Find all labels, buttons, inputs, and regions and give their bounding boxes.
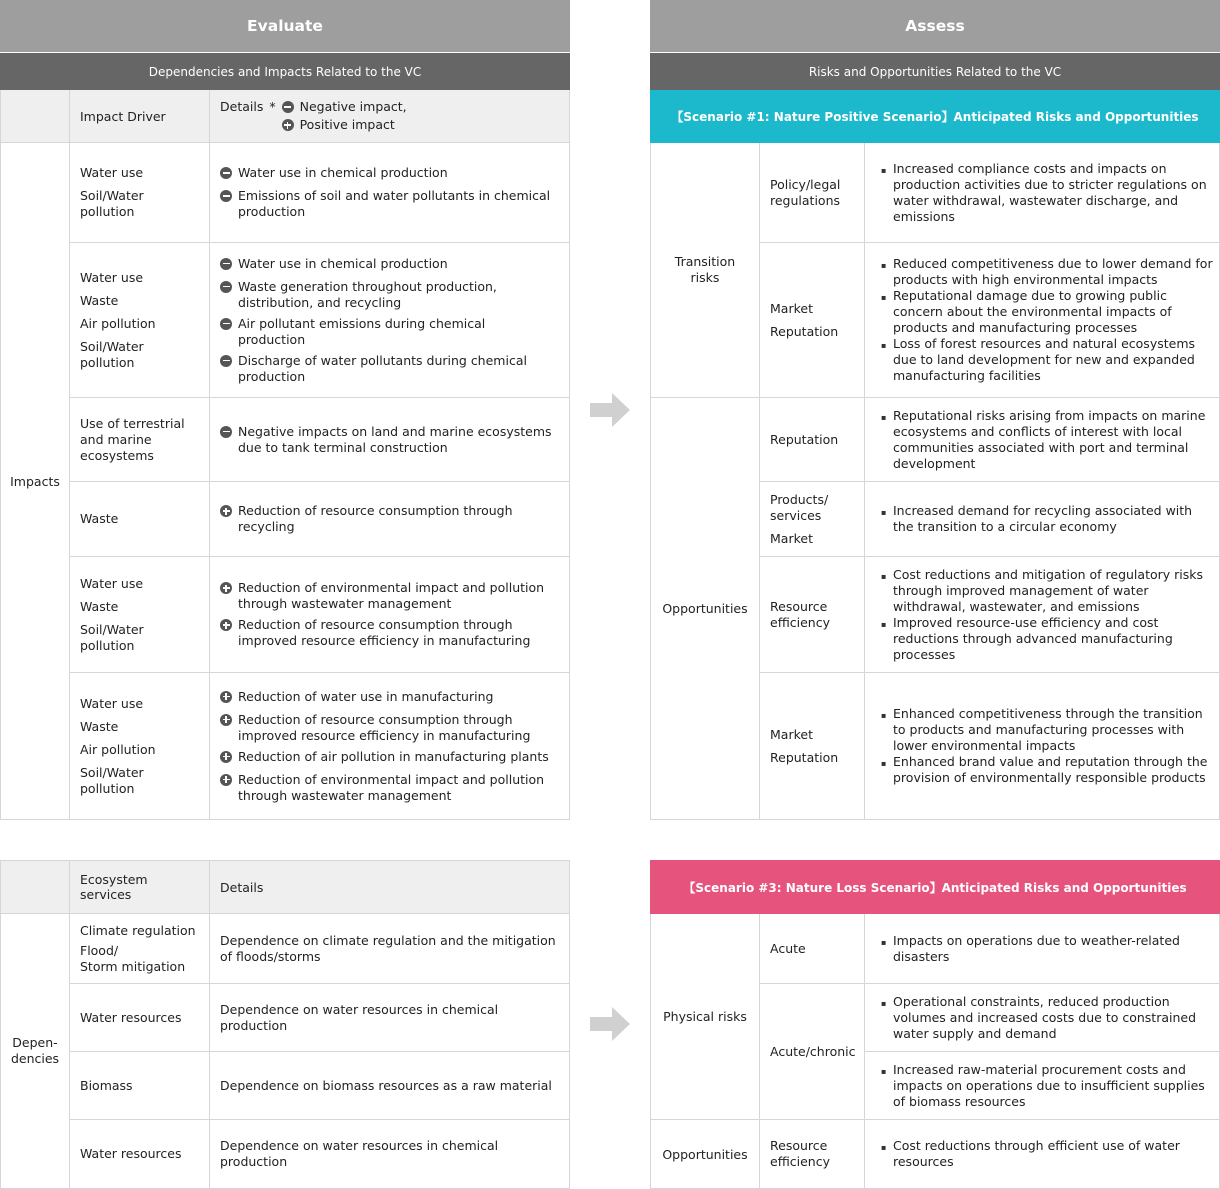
minus-circle-icon xyxy=(282,101,294,113)
plus-circle-icon xyxy=(220,774,232,786)
impact-details-list xyxy=(220,256,559,385)
minus-circle-icon xyxy=(220,426,232,438)
risk-category: Market xyxy=(770,726,813,742)
risk-bullet-list xyxy=(881,1062,1219,1110)
risk-bullet-text: Enhanced brand value and reputation through the provision of environmentally responsible products xyxy=(893,754,1208,785)
risk-bullets-cell xyxy=(865,914,1220,984)
details-header-label: Details xyxy=(220,99,264,114)
ecosystem-service-list xyxy=(80,1146,182,1162)
impact-detail-text: Reduction of resource consumption through recycling xyxy=(238,503,513,534)
risk-bullet-text: Reputational damage due to growing public concern about the environmental impacts of products and manufacturing processes xyxy=(893,288,1172,335)
ecosystem-service-list xyxy=(80,1078,133,1094)
impacts-corner-cell xyxy=(0,90,70,143)
risk-bullet-item xyxy=(881,567,1213,615)
impact-driver: Soil/Water pollution xyxy=(80,338,144,370)
minus-circle-icon xyxy=(220,190,232,202)
risk-bullet-item xyxy=(881,503,1213,535)
impact-driver: Air pollution xyxy=(80,741,156,757)
impact-detail-text: Reduction of air pollution in manufacturing plants xyxy=(238,748,549,764)
dependency-detail-text: Dependence on climate regulation and the mitigation of floods/storms xyxy=(220,932,556,964)
risk-category-list xyxy=(770,599,854,631)
risk-bullet-list xyxy=(881,706,1219,786)
risk-bullet-list xyxy=(881,408,1219,472)
impact-details-list xyxy=(220,580,559,649)
ecosystem-service: Biomass xyxy=(80,1077,133,1093)
impact-driver: Soil/Water pollution xyxy=(80,621,144,653)
minus-circle-icon xyxy=(220,318,232,330)
impact-driver-cell xyxy=(70,398,210,482)
risk-bullet-text: Improved resource-use efficiency and cost reductions through advanced manufacturing processes xyxy=(893,614,1173,662)
impact-driver: Use of terrestrial and marine ecosystems xyxy=(80,415,185,463)
impact-detail-text: Reduction of water use in manufacturing xyxy=(238,688,494,704)
plus-circle-icon-wrap xyxy=(220,580,238,598)
arrow-right-icon xyxy=(590,1007,630,1041)
impact-details-list xyxy=(220,424,559,456)
risk-category-list xyxy=(770,1138,854,1170)
evaluate-header: Evaluate xyxy=(0,0,570,52)
legend-asterisk: * xyxy=(269,99,276,114)
dependency-detail-text: Dependence on biomass resources as a raw material xyxy=(220,1077,552,1093)
plus-circle-icon xyxy=(220,582,232,594)
impact-driver: Air pollution xyxy=(80,315,156,331)
risk-bullet-text: Reduced competitiveness due to lower demand for products with high environmental impacts xyxy=(893,256,1213,287)
risk-category: Reputation xyxy=(770,749,839,765)
impact-driver-cell xyxy=(70,243,210,398)
impact-details-list xyxy=(220,165,559,220)
risk-bullets-cell xyxy=(865,557,1220,673)
impact-details-list xyxy=(220,689,559,804)
impact-detail-item xyxy=(220,772,553,804)
impact-driver-list xyxy=(80,165,199,220)
ecosystem-service: Flood/ Storm mitigation xyxy=(80,942,186,974)
impact-details-cell xyxy=(210,673,570,820)
dependency-details-header: Details xyxy=(210,860,570,914)
impact-detail-item xyxy=(220,165,553,183)
risk-bullets-cell xyxy=(865,673,1220,820)
acute-chronic-category: Acute/chronic xyxy=(760,984,865,1120)
impact-driver-list xyxy=(80,270,199,371)
impact-driver: Water use xyxy=(80,575,144,591)
dependencies-row-label: Depen- dencies xyxy=(0,914,70,1189)
risk-bullet-list xyxy=(881,256,1219,384)
minus-circle-icon xyxy=(220,258,232,270)
risk-category-list xyxy=(770,301,838,340)
impact-driver: Water use xyxy=(80,695,144,711)
impact-details-cell xyxy=(210,143,570,243)
risk-bullet-list xyxy=(881,994,1219,1042)
risk-bullet-text: Increased compliance costs and impacts on production activities due to stricter regulations on water withdrawal, wastewater discharge, and emissions xyxy=(893,160,1207,224)
risk-bullets-cell xyxy=(865,243,1220,398)
minus-circle-icon xyxy=(220,167,232,179)
scenario3-opportunities-label: Opportunities xyxy=(650,1120,760,1189)
plus-circle-icon-wrap xyxy=(220,712,238,730)
risk-category-cell xyxy=(760,143,865,243)
ecosystem-service-cell xyxy=(70,984,210,1052)
ecosystem-service-cell xyxy=(70,914,210,984)
impact-detail-item xyxy=(220,256,553,274)
risk-bullets-cell xyxy=(865,482,1220,557)
impact-detail-item xyxy=(220,316,553,348)
minus-circle-icon-wrap xyxy=(220,279,238,297)
assess-subheader: Risks and Opportunities Related to the VC xyxy=(650,53,1220,90)
bullet-square-icon xyxy=(881,408,893,426)
risk-bullets-cell xyxy=(865,984,1220,1052)
bullet-square-icon xyxy=(881,754,893,772)
minus-circle-icon-wrap xyxy=(220,256,238,274)
impact-detail-text: Emissions of soil and water pollutants in chemical production xyxy=(238,188,551,219)
impact-detail-item xyxy=(220,353,553,385)
plus-circle-icon xyxy=(220,751,232,763)
dependencies-corner-cell xyxy=(0,860,70,914)
impact-detail-item xyxy=(220,689,553,707)
risk-category: Resource efficiency xyxy=(770,598,831,630)
risk-bullet-text: Impacts on operations due to weather-related disasters xyxy=(893,932,1180,964)
risk-bullet-text: Increased demand for recycling associated with the transition to a circular economy xyxy=(893,503,1193,534)
risk-category-cell xyxy=(760,482,865,557)
bullet-square-icon xyxy=(881,567,893,585)
impact-details-cell xyxy=(210,243,570,398)
plus-circle-icon xyxy=(220,505,232,517)
plus-circle-icon xyxy=(220,619,232,631)
ecosystem-services-header: Ecosystem services xyxy=(70,860,210,914)
bullet-square-icon xyxy=(881,256,893,274)
bullet-square-icon xyxy=(881,288,893,306)
risk-bullet-list xyxy=(881,1138,1219,1170)
impact-details-cell xyxy=(210,557,570,673)
risk-category-cell xyxy=(760,557,865,673)
risk-bullets-cell xyxy=(865,143,1220,243)
dependency-detail-cell xyxy=(210,1120,570,1189)
risk-category: Products/ services xyxy=(770,491,829,523)
impact-details-cell xyxy=(210,398,570,482)
ecosystem-service-cell xyxy=(70,1120,210,1189)
minus-circle-icon xyxy=(220,281,232,293)
ecosystem-service: Water resources xyxy=(80,1146,182,1161)
risk-category-list xyxy=(770,492,854,547)
impact-driver: Waste xyxy=(80,598,119,614)
ecosystem-service: Climate regulation xyxy=(80,922,196,938)
risk-bullet-item xyxy=(881,256,1213,288)
ecosystem-service-list xyxy=(80,1010,182,1026)
dependency-detail-cell xyxy=(210,984,570,1052)
physical-risks-label: Physical risks xyxy=(650,914,760,1120)
risk-category: Reputation xyxy=(770,323,839,339)
ecosystem-service-cell xyxy=(70,1052,210,1120)
assess-header: Assess xyxy=(650,0,1220,52)
impact-detail-text: Water use in chemical production xyxy=(238,255,448,271)
risk-category-cell xyxy=(760,243,865,398)
risk-bullet-item xyxy=(881,1138,1213,1170)
bullet-square-icon xyxy=(881,161,893,179)
impact-detail-text: Reduction of environmental impact and pollution through wastewater management xyxy=(238,771,545,803)
risk-bullet-list xyxy=(881,503,1219,535)
plus-circle-icon xyxy=(282,119,294,131)
bullet-square-icon xyxy=(881,933,893,951)
impact-detail-text: Reduction of resource consumption through improved resource efficiency in manufacturing xyxy=(238,617,531,648)
dependency-detail-text: Dependence on water resources in chemical production xyxy=(220,1138,499,1169)
risk-category-cell xyxy=(760,673,865,820)
impact-detail-item xyxy=(220,749,553,767)
risk-category-list xyxy=(770,432,838,448)
impact-detail-text: Waste generation throughout production, distribution, and recycling xyxy=(238,278,497,310)
scenario1-header: 【Scenario #1: Nature Positive Scenario】Anticipated Risks and Opportunities xyxy=(650,90,1220,143)
impact-driver: Soil/Water pollution xyxy=(80,764,144,796)
risk-bullet-list xyxy=(881,161,1219,225)
risk-bullet-item xyxy=(881,161,1213,225)
ecosystem-service-list xyxy=(80,923,196,975)
impact-detail-text: Air pollutant emissions during chemical production xyxy=(238,315,486,347)
impact-detail-text: Water use in chemical production xyxy=(238,165,448,180)
risk-bullet-item xyxy=(881,933,1213,965)
risk-bullet-list xyxy=(881,933,1219,965)
impact-details-cell xyxy=(210,482,570,557)
impact-detail-text: Negative impacts on land and marine ecosystems due to tank terminal construction xyxy=(238,423,552,455)
bullet-square-icon xyxy=(881,503,893,521)
risk-bullet-text: Loss of forest resources and natural ecosystems due to land development for new and expanded manufacturing facilities xyxy=(893,336,1196,383)
impact-driver-list xyxy=(80,416,199,464)
impact-driver: Soil/Water pollution xyxy=(80,188,144,219)
risk-category: Acute xyxy=(770,940,806,956)
risk-category-list xyxy=(770,941,806,957)
impact-driver-cell xyxy=(70,557,210,673)
minus-circle-icon-wrap xyxy=(220,188,238,206)
impact-driver: Waste xyxy=(80,292,119,308)
impact-detail-text: Discharge of water pollutants during chemical production xyxy=(238,352,527,384)
risk-category: Resource efficiency xyxy=(770,1138,831,1169)
impact-detail-text: Reduction of resource consumption through improved resource efficiency in manufacturing xyxy=(238,711,531,743)
plus-circle-icon-wrap xyxy=(220,749,238,767)
risk-category: Market xyxy=(770,300,813,316)
bullet-square-icon xyxy=(881,994,893,1012)
risk-category-list xyxy=(770,177,854,209)
dependency-detail-text: Dependence on water resources in chemical production xyxy=(220,1001,499,1033)
plus-circle-icon-wrap xyxy=(220,689,238,707)
impact-detail-item xyxy=(220,424,553,456)
risk-bullet-item xyxy=(881,288,1213,336)
impact-detail-item xyxy=(220,279,553,311)
dependency-detail-cell xyxy=(210,914,570,984)
risk-bullet-list xyxy=(881,567,1219,663)
minus-circle-icon-wrap xyxy=(220,424,238,442)
impact-driver-cell xyxy=(70,482,210,557)
impact-driver: Waste xyxy=(80,511,119,526)
plus-circle-icon xyxy=(220,714,232,726)
minus-circle-icon xyxy=(220,355,232,367)
risk-bullet-text: Cost reductions through efficient use of water resources xyxy=(893,1138,1180,1169)
impact-details-list xyxy=(220,503,559,535)
risk-category: Policy/legal regulations xyxy=(770,176,841,208)
impact-driver-list xyxy=(80,511,118,527)
impact-detail-item xyxy=(220,188,553,220)
risk-bullets-cell xyxy=(865,1120,1220,1189)
minus-circle-icon-wrap xyxy=(220,316,238,334)
risk-bullet-text: Increased raw-material procurement costs and impacts on operations due to insufficient supplies of biomass resources xyxy=(893,1061,1205,1109)
scenario3-header: 【Scenario #3: Nature Loss Scenario】Anticipated Risks and Opportunities xyxy=(650,860,1220,914)
plus-circle-icon-wrap xyxy=(220,772,238,790)
risk-bullet-item xyxy=(881,706,1213,754)
impact-legend: Negative impact, Positive impact xyxy=(282,98,407,134)
impact-driver: Water use xyxy=(80,165,144,180)
risk-bullets-cell xyxy=(865,398,1220,482)
impact-detail-item xyxy=(220,580,553,612)
risk-bullet-item xyxy=(881,408,1213,472)
bullet-square-icon xyxy=(881,336,893,354)
ecosystem-service: Water resources xyxy=(80,1009,182,1025)
impact-driver-cell xyxy=(70,673,210,820)
bullet-square-icon xyxy=(881,706,893,724)
plus-circle-icon-wrap xyxy=(220,617,238,635)
dependency-detail-cell xyxy=(210,1052,570,1120)
risk-bullet-item xyxy=(881,615,1213,663)
impact-driver-list xyxy=(80,576,199,654)
transition-risks-label: Transition risks xyxy=(650,143,760,398)
risk-bullet-text: Cost reductions and mitigation of regulatory risks through improved management of water withdrawal, wastewater, and emissions xyxy=(893,566,1204,614)
risk-bullet-item xyxy=(881,1062,1213,1110)
details-header xyxy=(210,90,570,143)
plus-circle-icon-wrap xyxy=(220,503,238,521)
risk-bullet-item xyxy=(881,994,1213,1042)
impact-detail-item xyxy=(220,712,553,744)
risk-category-cell xyxy=(760,1120,865,1189)
impact-driver-header: Impact Driver xyxy=(70,90,210,143)
impact-detail-text: Reduction of environmental impact and pollution through wastewater management xyxy=(238,580,545,611)
risk-bullet-text: Reputational risks arising from impacts on marine ecosystems and conflicts of interest with local communities associated with port and terminal development xyxy=(893,407,1206,471)
impacts-row-label: Impacts xyxy=(0,143,70,820)
bullet-square-icon xyxy=(881,615,893,633)
risk-bullet-text: Enhanced competitiveness through the transition to products and manufacturing processes with lower environmental impacts xyxy=(893,706,1203,753)
impact-driver-cell xyxy=(70,143,210,243)
risk-bullets-cell xyxy=(865,1052,1220,1120)
risk-category-cell xyxy=(760,914,865,984)
risk-bullet-item xyxy=(881,754,1213,786)
impact-driver-list xyxy=(80,696,199,797)
risk-category-cell xyxy=(760,398,865,482)
plus-circle-icon xyxy=(220,691,232,703)
risk-category-list xyxy=(770,727,838,766)
risk-category: Market xyxy=(770,530,813,546)
evaluate-subheader: Dependencies and Impacts Related to the VC xyxy=(0,53,570,90)
risk-bullet-text: Operational constraints, reduced production volumes and increased costs due to constrained water supply and demand xyxy=(893,993,1197,1041)
bullet-square-icon xyxy=(881,1062,893,1080)
impact-detail-item xyxy=(220,503,553,535)
risk-bullet-item xyxy=(881,336,1213,384)
risk-category: Reputation xyxy=(770,431,839,447)
bullet-square-icon xyxy=(881,1138,893,1156)
impact-detail-item xyxy=(220,617,553,649)
impact-driver: Waste xyxy=(80,718,119,734)
minus-circle-icon-wrap xyxy=(220,165,238,183)
impact-driver: Water use xyxy=(80,269,144,285)
arrow-right-icon xyxy=(590,393,630,427)
scenario1-opportunities-label: Opportunities xyxy=(650,398,760,820)
minus-circle-icon-wrap xyxy=(220,353,238,371)
